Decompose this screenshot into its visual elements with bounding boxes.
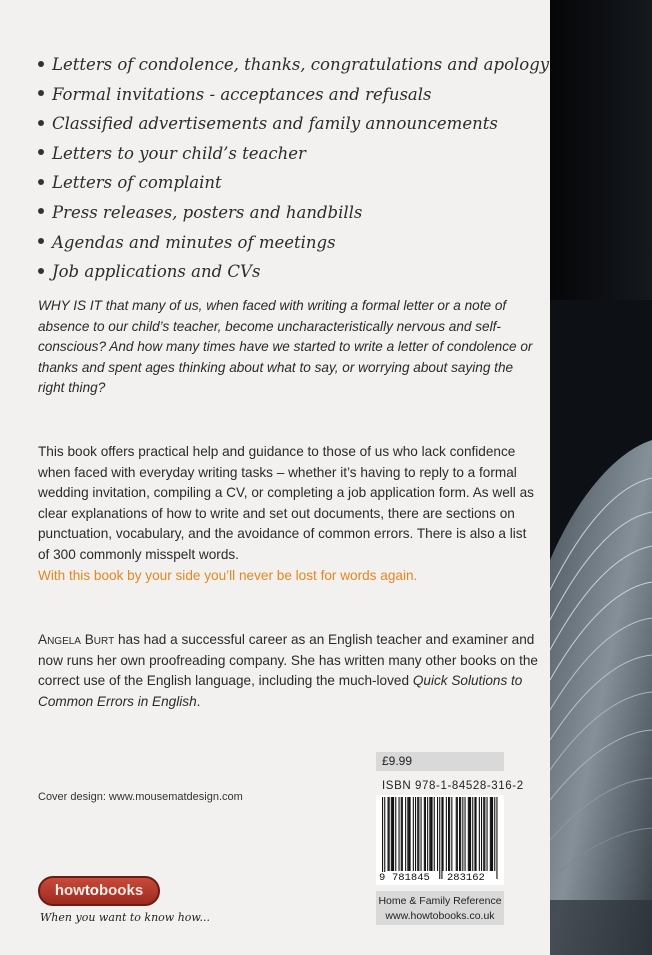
- feature-item: Press releases, posters and handbills: [38, 198, 538, 228]
- barcode-bar: [392, 797, 393, 871]
- barcode-bar: [410, 797, 411, 871]
- barcode-bar: [439, 797, 440, 879]
- barcode-bar: [391, 797, 392, 871]
- reference-category: Home & Family Reference: [378, 895, 502, 907]
- reference-website: www.howtobooks.co.uk: [385, 910, 495, 922]
- barcode-bar: [457, 797, 458, 871]
- barcode-bar: [460, 797, 461, 871]
- barcode-digit-first: 9: [379, 872, 386, 884]
- barcode-bar: [492, 797, 493, 871]
- feature-item: Classified advertisements and family announcements: [38, 109, 538, 139]
- barcode-bar: [472, 797, 473, 871]
- barcode-bar: [418, 797, 419, 871]
- barcode-bar: [443, 797, 444, 871]
- isbn-label: ISBN 978-1-84528-316-2: [382, 780, 524, 792]
- barcode-bar: [395, 797, 396, 871]
- barcode-bar: [484, 797, 485, 871]
- bullet-icon: [38, 61, 44, 67]
- bullet-icon: [38, 90, 44, 96]
- barcode-bar: [415, 797, 416, 871]
- cover-design-credit: Cover design: www.mousematdesign.com: [38, 791, 243, 803]
- barcode-bar: [432, 797, 433, 871]
- publisher-tagline: When you want to know how...: [40, 911, 211, 924]
- barcode-digits-left: 781845: [392, 872, 430, 884]
- barcode-bar: [421, 797, 422, 871]
- logo-how: how: [54, 882, 85, 899]
- description-paragraph: This book offers practical help and guidance to those of us who lack confidence when faced with everyday writing tasks – whether it’s having to reply to a formal wedding invitation, compiling a CV, or completing a job application form. As well as clear explanations of how to write and set out documents, there are sections on punctuation, vocabulary, and the avoidance of common errors. There is also a list of 300 commonly misspelt words.: [38, 444, 534, 562]
- barcode-bar: [483, 797, 484, 871]
- barcode-bar: [494, 797, 495, 871]
- barcode-bar: [402, 797, 403, 871]
- feature-item: Agendas and minutes of meetings: [38, 228, 538, 258]
- bullet-icon: [38, 149, 44, 155]
- feature-item: Formal invitations - acceptances and refusals: [38, 80, 538, 110]
- author-bio-end: .: [196, 693, 201, 709]
- barcode-bar: [393, 797, 394, 871]
- barcode-bar: [496, 797, 497, 879]
- barcode-bar: [451, 797, 452, 871]
- barcode-bar: [430, 797, 431, 871]
- barcode-bar: [468, 797, 469, 871]
- barcode-bar: [399, 797, 400, 871]
- fan-pages-photo: [550, 300, 652, 955]
- author-bio-text: has had a successful career as an English teacher and examiner and now runs her own proofreading company. She has written many other books on the correct use of the English language, including the much-loved: [38, 632, 538, 689]
- barcode-bar: [389, 797, 390, 871]
- barcode-bar: [490, 797, 491, 871]
- barcode-bar: [437, 797, 438, 871]
- price-label: £9.99: [376, 752, 504, 771]
- publisher-logo: [38, 876, 160, 906]
- barcode-bar: [405, 797, 406, 871]
- feature-list: [38, 50, 550, 287]
- barcode-bar: [425, 797, 426, 871]
- intro-paragraph: WHY IS IT that many of us, when faced with writing a formal letter or a note of absence to our child’s teacher, become uncharacteristically nervous and self-conscious? And how many times have we started to write a letter of condolence or thanks and spent ages thinking about what to say, or worrying about saying the right thing?: [38, 298, 533, 396]
- logo-books: books: [98, 882, 144, 899]
- barcode-bar: [469, 797, 470, 871]
- barcode-bar: [408, 797, 409, 871]
- barcode-bar: [481, 797, 482, 871]
- barcode-bar: [476, 797, 477, 871]
- bullet-icon: [38, 120, 44, 126]
- barcode-bar: [424, 797, 425, 871]
- bullet-icon: [38, 208, 44, 214]
- barcode-bar: [401, 797, 402, 871]
- barcode-bar: [413, 797, 414, 871]
- barcode-digits: [376, 870, 504, 886]
- barcode-bar: [459, 797, 460, 871]
- author-name: Angela Burt: [38, 632, 115, 647]
- feature-item: Job applications and CVs: [38, 257, 538, 287]
- bullet-icon: [38, 179, 44, 185]
- barcode-bar: [462, 797, 463, 871]
- barcode-bar: [456, 797, 457, 871]
- barcode-bar: [407, 797, 408, 871]
- related-book-title: Quick Solutions to Common Errors in English: [38, 673, 523, 709]
- feature-item: Letters of condolence, thanks, congratulations and apology: [38, 50, 538, 80]
- reference-box: [376, 891, 504, 925]
- barcode-bar: [427, 797, 428, 871]
- barcode-bar: [429, 797, 430, 871]
- logo-to: to: [84, 882, 99, 899]
- barcode-bar: [434, 797, 435, 871]
- barcode-bar: [491, 797, 492, 871]
- barcode-bar: [417, 797, 418, 871]
- feature-item: Letters to your child’s teacher: [38, 139, 538, 169]
- barcode-bar: [465, 797, 466, 871]
- barcode-bar: [388, 797, 389, 871]
- barcode-bar: [448, 797, 449, 871]
- barcode-bar: [446, 797, 447, 871]
- barcode-bar: [487, 797, 488, 871]
- barcode-bar: [474, 797, 475, 871]
- bullet-icon: [38, 268, 44, 274]
- barcode-digits-right: 283162: [447, 872, 485, 884]
- orange-tagline: With this book by your side you’ll never be lost for words again.: [38, 568, 418, 583]
- feature-item: Letters of complaint: [38, 168, 538, 198]
- author-bio: [38, 630, 538, 712]
- barcode-bar: [441, 797, 442, 879]
- barcode-bar: [382, 797, 383, 879]
- bullet-icon: [38, 238, 44, 244]
- barcode-bar: [470, 797, 471, 871]
- barcode-bar: [384, 797, 385, 879]
- barcode-bar: [449, 797, 450, 871]
- barcode-bar: [479, 797, 480, 871]
